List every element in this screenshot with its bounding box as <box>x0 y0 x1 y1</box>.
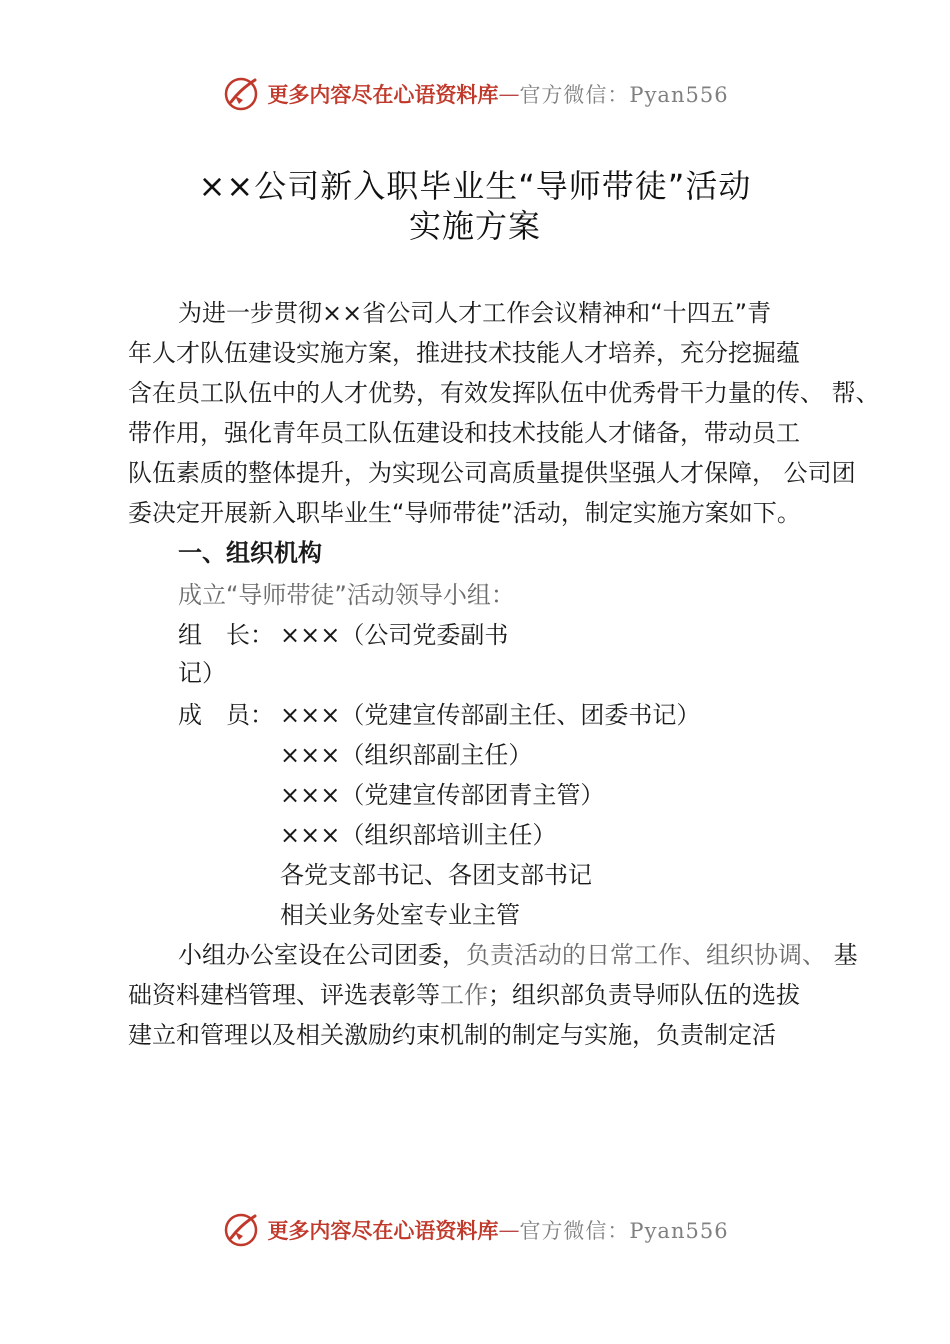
office-line2 <box>128 978 800 1012</box>
member-item: 相关业务处室专业主管 <box>280 901 520 929</box>
member-item: ×××（组织部副主任） <box>280 741 533 769</box>
banner-gray-text: 官方微信：Pyan556 <box>519 83 729 107</box>
members-label: 成 员： <box>178 701 274 729</box>
banner-dash: — <box>498 82 520 106</box>
document-title-line1: ××公司新入职毕业生“导师带徒”活动 <box>198 167 752 205</box>
office-line1 <box>178 938 858 972</box>
section-lead: 成立“导师带徒”活动领导小组： <box>178 581 515 609</box>
office-text-gray: 负责活动的日常工作、组织协调、 <box>466 941 826 969</box>
leader-value: ×××（公司党委副书 <box>280 621 509 649</box>
intro-line: 含在员工队伍中的人才优势，有效发挥队伍中优秀骨干力量的传、 帮、 <box>128 379 880 407</box>
intro-line: 为进一步贯彻××省公司人才工作会议精神和“十四五”青 <box>178 299 772 327</box>
member-item: ×××（党建宣传部团青主管） <box>280 781 605 809</box>
leader-label: 组 长： <box>178 621 274 649</box>
office-text: ；组织部负责导师队伍的选拔 <box>488 981 800 1009</box>
office-text: 础资料建档管理、评选表彰等 <box>128 981 440 1009</box>
logo-icon <box>221 1210 261 1250</box>
intro-line: 带作用，强化青年员工队伍建设和技术技能人才储备，带动员工 <box>128 419 800 447</box>
office-text: 基 <box>826 941 858 969</box>
member-item: 各党支部书记、各团支部书记 <box>280 861 592 889</box>
footer-banner <box>0 1208 950 1252</box>
intro-line: 年人才队伍建设实施方案，推进技术技能人才培养，充分挖掘蕴 <box>128 339 800 367</box>
intro-line: 委决定开展新入职毕业生“导师带徒”活动，制定实施方案如下。 <box>128 499 801 527</box>
banner-red-text: 更多内容尽在心语资料库 <box>267 82 499 107</box>
office-text-gray: 工作 <box>440 981 488 1009</box>
intro-line: 队伍素质的整体提升，为实现公司高质量提供坚强人才保障， 公司团 <box>128 459 856 487</box>
office-text: 小组办公室设在公司团委， <box>178 941 466 969</box>
leader-wrap: 记） <box>178 659 226 687</box>
logo-icon <box>221 74 261 114</box>
member-item: ×××（组织部培训主任） <box>280 821 557 849</box>
banner-red-text: 更多内容尽在心语资料库 <box>267 1218 499 1243</box>
member-item: ×××（党建宣传部副主任、团委书记） <box>280 701 701 729</box>
banner-dash: — <box>498 1218 520 1242</box>
section-heading: 一、组织机构 <box>178 539 322 567</box>
document-title-line2: 实施方案 <box>408 207 541 245</box>
header-banner <box>0 72 950 116</box>
banner-gray-text: 官方微信：Pyan556 <box>519 1219 729 1243</box>
office-line3: 建立和管理以及相关激励约束机制的制定与实施，负责制定活 <box>128 1021 776 1049</box>
